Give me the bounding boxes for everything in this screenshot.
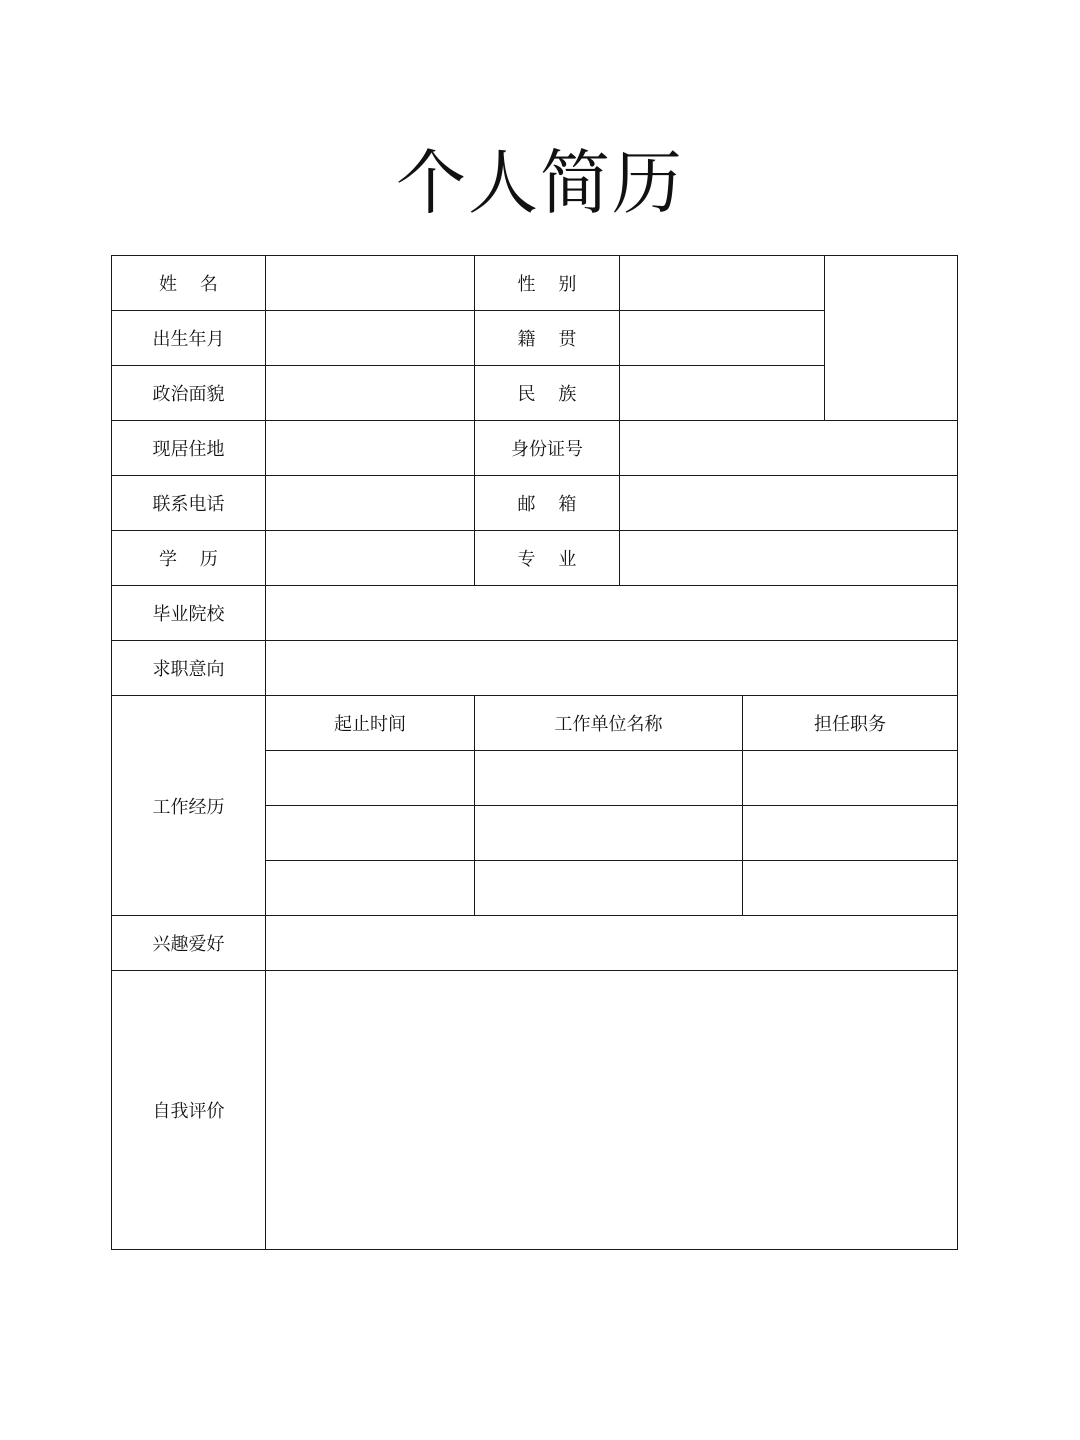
- residence-field[interactable]: [266, 421, 475, 476]
- self-evaluation-label: 自我评价: [112, 971, 266, 1250]
- political-status-field[interactable]: [266, 366, 475, 421]
- work-history-label: 工作经历: [112, 696, 266, 916]
- education-label: 学 历: [112, 531, 266, 586]
- resume-form-table: [111, 255, 958, 1250]
- work-position-cell[interactable]: [743, 751, 958, 806]
- education-field[interactable]: [266, 531, 475, 586]
- residence-label: 现居住地: [112, 421, 266, 476]
- school-label: 毕业院校: [112, 586, 266, 641]
- birth-field[interactable]: [266, 311, 475, 366]
- row-residence: [112, 421, 958, 476]
- work-company-cell[interactable]: [475, 806, 743, 861]
- email-field[interactable]: [620, 476, 958, 531]
- hobbies-field[interactable]: [266, 916, 958, 971]
- photo-box[interactable]: [825, 256, 958, 421]
- hobbies-label: 兴趣爱好: [112, 916, 266, 971]
- birth-label: 出生年月: [112, 311, 266, 366]
- phone-field[interactable]: [266, 476, 475, 531]
- work-company-header: 工作单位名称: [475, 696, 743, 751]
- row-education: [112, 531, 958, 586]
- self-evaluation-field[interactable]: [266, 971, 958, 1250]
- ethnicity-field[interactable]: [620, 366, 825, 421]
- id-number-field[interactable]: [620, 421, 958, 476]
- native-place-label: 籍 贯: [475, 311, 620, 366]
- work-position-cell[interactable]: [743, 861, 958, 916]
- work-company-cell[interactable]: [475, 751, 743, 806]
- job-intention-field[interactable]: [266, 641, 958, 696]
- row-self-evaluation: [112, 971, 958, 1250]
- major-label: 专 业: [475, 531, 620, 586]
- name-field[interactable]: [266, 256, 475, 311]
- row-hobbies: [112, 916, 958, 971]
- row-job-intention: [112, 641, 958, 696]
- row-name: [112, 256, 958, 311]
- work-period-header: 起止时间: [266, 696, 475, 751]
- row-school: [112, 586, 958, 641]
- work-company-cell[interactable]: [475, 861, 743, 916]
- email-label: 邮 箱: [475, 476, 620, 531]
- row-work-header: [112, 696, 958, 751]
- school-field[interactable]: [266, 586, 958, 641]
- major-field[interactable]: [620, 531, 958, 586]
- work-period-cell[interactable]: [266, 861, 475, 916]
- work-period-cell[interactable]: [266, 806, 475, 861]
- phone-label: 联系电话: [112, 476, 266, 531]
- page-title: 个人简历: [396, 142, 684, 224]
- job-intention-label: 求职意向: [112, 641, 266, 696]
- row-phone: [112, 476, 958, 531]
- ethnicity-label: 民 族: [475, 366, 620, 421]
- work-period-cell[interactable]: [266, 751, 475, 806]
- work-position-cell[interactable]: [743, 806, 958, 861]
- name-label: 姓 名: [112, 256, 266, 311]
- native-place-field[interactable]: [620, 311, 825, 366]
- id-number-label: 身份证号: [475, 421, 620, 476]
- gender-label: 性 别: [475, 256, 620, 311]
- gender-field[interactable]: [620, 256, 825, 311]
- work-position-header: 担任职务: [743, 696, 958, 751]
- political-status-label: 政治面貌: [112, 366, 266, 421]
